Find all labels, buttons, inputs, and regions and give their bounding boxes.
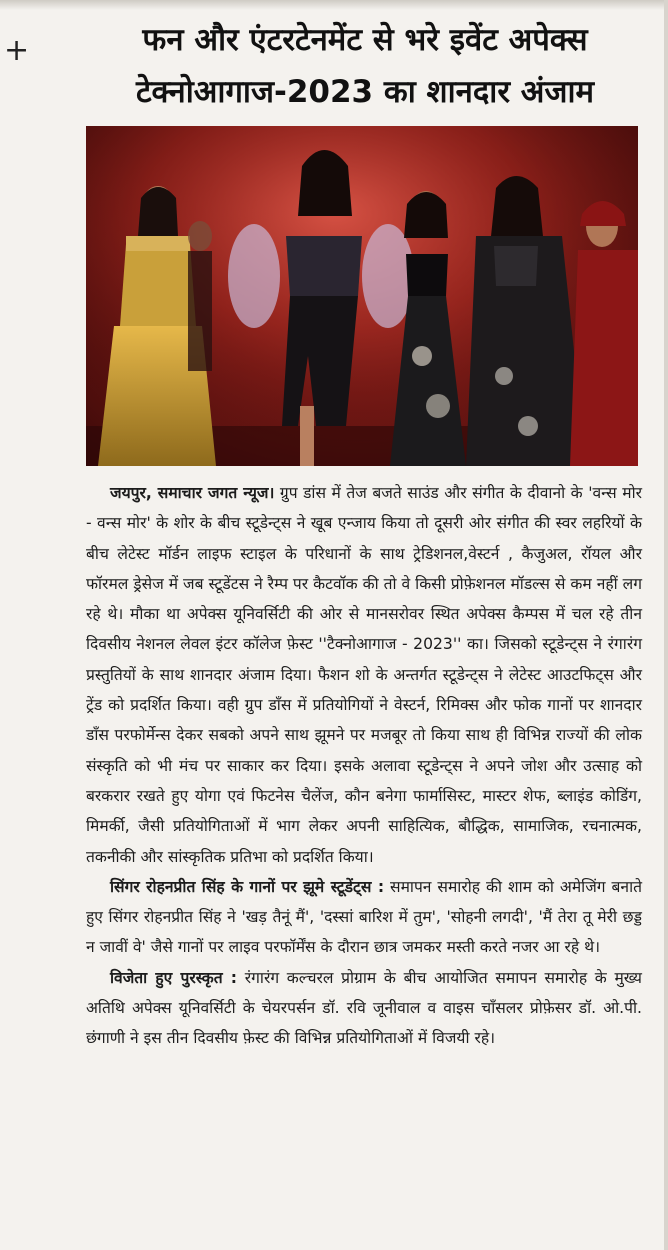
headline-line-2: टेक्नोआगाज-2023 का शानदार अंजाम bbox=[135, 74, 595, 110]
paragraph-2-text: समापन समारोह की शाम को अमेजिंग बनाते हुए सिंगर रोहनप्रीत सिंह ने 'खड़ तैनूं मैं', 'दस्सां बारिश में तुम', 'सोहनी लगदी', 'मैं तेरा तू मेरी छड्ड न जावीं वे' जैसे गानों पर लाइव परफॉर्मेंस के दौरान छात्र जमकर मस्ती करते नजर आ रहे थे। bbox=[86, 877, 643, 957]
crop-mark-icon: + bbox=[4, 33, 30, 68]
background-figure bbox=[188, 221, 212, 371]
paragraph-1 bbox=[86, 478, 642, 872]
paragraph-3-text: रंगारंग कल्चरल प्रोग्राम के बीच आयोजित समापन समारोह के मुख्य अतिथि अपेक्स यूनिवर्सिटी के चेयरपर्सन डॉ. रवि जूनीवाल व वाइस चाँसलर प्रोफ़ेसर डॉ. ओ.पी. छंगाणी ने इस तीन दिवसीय फ़ेस्ट की विभिन्न प्रतियोगिताओं में विजयी रहे। bbox=[86, 968, 642, 1048]
dateline: जयपुर, समाचार जगत न्यूज। bbox=[110, 484, 275, 502]
subheading-singer: सिंगर रोहनप्रीत सिंह के गानों पर झूमे स्टूडेंट्स : bbox=[110, 877, 385, 896]
fashion-show-photo bbox=[86, 126, 638, 466]
photo-illustration bbox=[86, 126, 638, 466]
subheading-winners: विजेता हुए पुरस्कृत : bbox=[110, 968, 238, 987]
paragraph-3 bbox=[86, 963, 642, 1054]
paragraph-2 bbox=[86, 872, 642, 963]
headline-line-1: फन और एंटरटेनमेंट से भरे इवेंट अपेक्स bbox=[142, 22, 588, 58]
page-edge bbox=[664, 0, 668, 1250]
article-body bbox=[86, 478, 642, 1054]
headline bbox=[85, 14, 645, 118]
paragraph-1-text: ग्रुप डांस में तेज बजते साउंड और संगीत के दीवानो के 'वन्स मोर - वन्स मोर' के शोर के बीच स्टूडेन्ट्स ने खूब एन्जाय किया तो दूसरी ओर संगीत की स्वर लहरियों के बीच लेटेस्ट मॉर्डन लाइफ स्टाइल के परिधानों के साथ ट्रेडिशनल,वेस्टर्न , कैजुअल, रॉयल और फॉरमल ड्रेसेज में जब स्टूडेंटस ने रैम्प पर कैटवॉक की तो वे किसी प्रोफ़ेशनल मॉडल्स से कम नहीं लग रहे थे। मौका था अपेक्स यूनिवर्सिटी की ओर से मानसरोवर स्थित अपेक्स कैम्पस में चल रहे तीन दिवसीय नेशनल लेवल इंटर कॉलेज फ़ेस्ट ''टैक्नोआगाज - 2023'' का। जिसको स्टूडेन्ट्स ने रंगारंग प्रस्तुतियों के साथ शानदार अंजाम दिया। फैशन शो के अन्तर्गत स्टूडेन्ट्स ने लेटेस्ट आउटफिट्स और ट्रेंड को प्रदर्शित किया। वही ग्रुप डाँस में प्रतियोगियों ने वेस्टर्न, रिमिक्स और फोक गानों पर शानदार डाँस परफोर्मेन्स देकर सबको अपने साथ झूमने पर मजबूर तो किया साथ ही विभिन्न राज्यों की लोक संस्कृति को भी मंच पर साकार कर दिया। इसके अलावा स्टूडेन्ट्स ने अपने जोश और उत्साह को बरकरार रखते हुए योगा एवं फिटनेस चैलेंज, कौन बनेगा फार्मासिस्ट, मास्टर शेफ, ब्लाइंड कोडिंग, मिमर्की, जैसी प्रतियोगिताओं में भाग लेकर अपनी साहित्यिक, बौद्धिक, सामाजिक, रचनात्मक, तकनीकी और सांस्कृतिक प्रतिभा को प्रदर्शित किया। bbox=[86, 484, 642, 866]
top-cut-strip bbox=[0, 0, 668, 10]
